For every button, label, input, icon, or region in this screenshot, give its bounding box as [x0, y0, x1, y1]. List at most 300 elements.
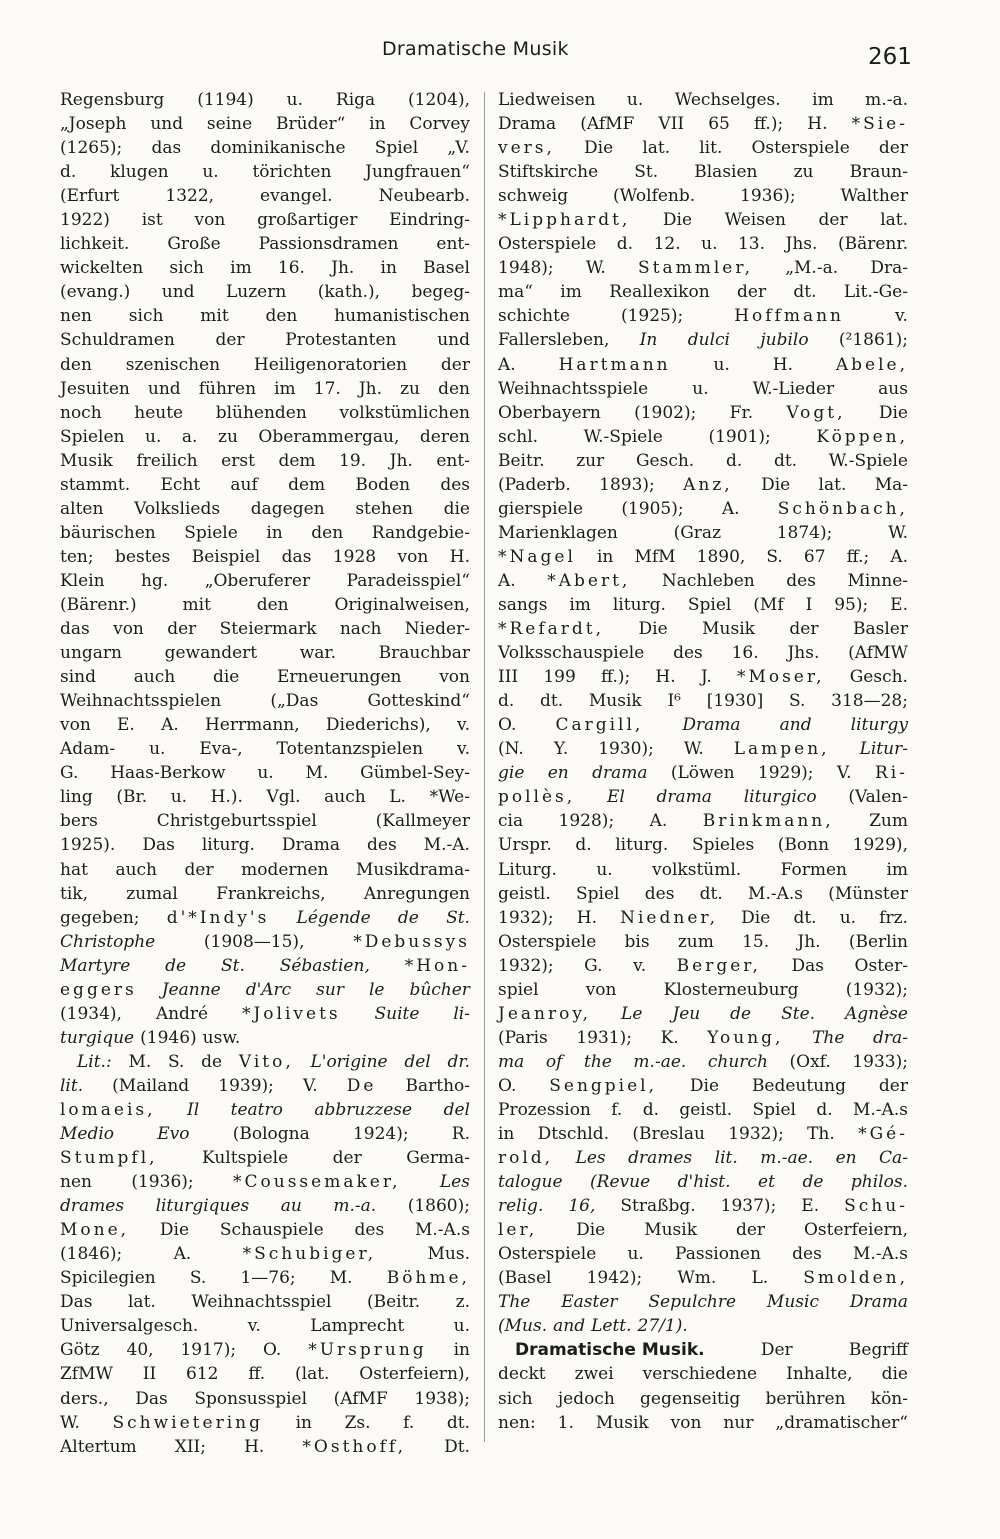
word: pollès, [498, 787, 576, 808]
word: A. [161, 715, 179, 736]
word: begeg- [411, 282, 470, 303]
word: die [212, 667, 240, 688]
word: II [142, 1364, 157, 1385]
word: Böhme, [386, 1268, 470, 1289]
word: Sepulchre [648, 1292, 737, 1313]
word: (1946) [140, 1027, 197, 1048]
word: noch [60, 402, 102, 423]
word: S. [189, 1268, 207, 1289]
word: Inhalte, [786, 1364, 853, 1385]
word: hg. [141, 570, 169, 591]
word: Die [662, 210, 693, 231]
word: schichte [498, 306, 570, 327]
word: *Schubiger, [242, 1244, 377, 1265]
word: Lamprecht [310, 1316, 405, 1337]
left-text-line [60, 1266, 470, 1290]
word: Die [689, 1075, 720, 1096]
word: Reallexikon [609, 282, 710, 303]
word: den [265, 306, 298, 327]
right-text-line [498, 593, 908, 617]
word: (Münster [828, 883, 908, 904]
word: im [560, 282, 582, 303]
word: d'Arc [245, 979, 292, 1000]
right-text-line [498, 1002, 908, 1026]
word: törichten [252, 162, 332, 183]
word: des [354, 1220, 385, 1241]
word: der [184, 859, 214, 880]
column-divider [484, 92, 485, 1442]
word: abbruzzese [314, 1099, 413, 1120]
right-text-line [498, 1411, 908, 1435]
word: Adam- [60, 739, 116, 760]
word: m.-ae. [760, 1148, 814, 1169]
word: 199 [543, 667, 576, 688]
word: H. [244, 1436, 265, 1457]
word: 1930); [598, 739, 654, 760]
word: „V. [447, 138, 470, 159]
word: Music [766, 1292, 819, 1313]
word: El [606, 787, 625, 808]
word: in [596, 546, 614, 567]
word: v. [456, 715, 470, 736]
word: humanistischen [334, 306, 470, 327]
word: Jh. [389, 450, 413, 471]
word: Y. [553, 739, 569, 760]
word: M. [128, 1051, 152, 1072]
left-column [60, 88, 470, 1459]
word: Bedeutung [751, 1075, 846, 1096]
word: im [274, 378, 296, 399]
word: nen: [498, 1412, 536, 1433]
word: (1932); [845, 979, 908, 1000]
word: Musik [588, 691, 642, 712]
word: 1932); [728, 1124, 784, 1145]
word: Boden [355, 474, 411, 495]
word: lat. [642, 138, 671, 159]
word: Begriff [848, 1340, 908, 1361]
word: Schauspiele [219, 1220, 324, 1241]
word: sich [498, 1388, 533, 1409]
word: li- [453, 1003, 470, 1024]
right-text-line [498, 954, 908, 978]
right-text-line [498, 809, 908, 833]
word: den [256, 594, 289, 615]
left-text-line [60, 184, 470, 208]
word: drames [628, 1148, 693, 1169]
left-text-line [60, 521, 470, 545]
word: „Oberuferer [204, 570, 311, 591]
left-text-line [60, 1050, 470, 1074]
word: d. [498, 691, 515, 712]
word: *Coussemaker, [233, 1172, 401, 1193]
word: d. [575, 835, 592, 856]
word: L. [751, 1268, 769, 1289]
left-text-line [60, 1074, 470, 1098]
word: 1948); [498, 258, 554, 279]
word: E. [117, 715, 135, 736]
word: Agnèse [845, 1003, 908, 1024]
word: liturg. [615, 835, 669, 856]
word: W.-Spiele [583, 426, 663, 447]
word: 1937); [720, 1196, 777, 1217]
word: die [881, 1364, 908, 1385]
word: (Basel [498, 1268, 552, 1289]
word: VII [658, 114, 685, 135]
word: Cargill, [555, 715, 644, 736]
word: Lit.-Ge- [843, 282, 908, 303]
page-header [0, 38, 1000, 78]
word: ff.; [846, 546, 870, 567]
word: gierspiele [498, 498, 584, 519]
word: Frankreichs, [216, 883, 326, 904]
word: Schönbach, [777, 498, 908, 519]
word: cia [498, 811, 524, 832]
word: Blasien [694, 162, 758, 183]
word: Ca- [879, 1148, 908, 1169]
word: d. [616, 234, 634, 255]
left-text-line [60, 641, 470, 665]
right-text-line [498, 1194, 908, 1218]
right-text-line [498, 184, 908, 208]
word: (Kallmeyer [375, 811, 470, 832]
word: Musik [644, 1220, 698, 1241]
left-text-line [60, 1170, 470, 1194]
word: (²1861); [838, 330, 908, 351]
word: liturgico [743, 787, 817, 808]
word: 1322, [165, 186, 215, 207]
word: v. [633, 955, 647, 976]
word: Germa- [406, 1148, 470, 1169]
word: Osterspiele [751, 138, 850, 159]
word: sich [169, 258, 204, 279]
word: XII; [174, 1436, 206, 1457]
word: Spicilegien [60, 1268, 156, 1289]
left-text-line [60, 280, 470, 304]
word: des [440, 474, 470, 495]
word: St. [634, 162, 659, 183]
word: St. [220, 955, 245, 976]
word: drama [656, 787, 712, 808]
word: a. [181, 426, 198, 447]
word: 1936); [740, 186, 796, 207]
word: Oster- [854, 955, 908, 976]
word: *Lipphardt, [498, 210, 631, 231]
right-text-line [498, 617, 908, 641]
word: (AfMF [580, 114, 635, 135]
word: u. [713, 354, 730, 375]
left-text-line [60, 569, 470, 593]
right-text-line [498, 1074, 908, 1098]
word: (1925); [620, 306, 684, 327]
word: der [215, 330, 245, 351]
word: das [151, 138, 182, 159]
word: usw. [202, 1027, 241, 1048]
word: (Oxf. [789, 1051, 831, 1072]
word: Osterspiele [498, 1244, 597, 1265]
word: Jeu [672, 1003, 701, 1024]
word: und [161, 282, 195, 303]
word: G. [60, 763, 79, 784]
word: 1928); [558, 811, 615, 832]
word: z. [455, 1292, 470, 1313]
word: Die [576, 1220, 606, 1241]
word: zu [217, 426, 238, 447]
word: Das [60, 1292, 93, 1313]
word: f. [403, 1412, 415, 1433]
right-text-line [498, 1387, 908, 1411]
word: G. [584, 955, 603, 976]
word: 1942); [586, 1268, 643, 1289]
word: großartiger [257, 210, 358, 231]
word: Wechselges. [674, 90, 781, 110]
word: Basel [423, 258, 470, 279]
word: Young, [707, 1027, 784, 1048]
word: zur [576, 450, 605, 471]
word: R. [451, 1124, 470, 1145]
word: (Revue [590, 1172, 651, 1193]
word: Sponsusspiel [194, 1388, 308, 1409]
left-text-line [60, 1387, 470, 1411]
word: ZfMW [60, 1364, 113, 1385]
word: J. [700, 667, 712, 688]
word: Formen [780, 859, 847, 880]
word: ma“ [498, 282, 533, 303]
left-text-line [60, 425, 470, 449]
word: dt. [540, 691, 564, 712]
word: schl. [498, 426, 539, 447]
word: Spiel [687, 594, 732, 615]
word: Drama [281, 835, 341, 856]
word: Die [584, 138, 614, 159]
word: *Refardt, [498, 619, 605, 640]
right-text-line [498, 569, 908, 593]
word: (Paderb. [498, 474, 571, 495]
word: evangel. [260, 186, 333, 207]
word: ent- [436, 234, 470, 255]
word: d. [642, 1099, 659, 1120]
word: u. [626, 90, 644, 110]
word: Erneuerungen [277, 667, 402, 688]
word: szenischen [125, 354, 221, 375]
word: M.-A.s [853, 1244, 908, 1265]
word: Das [135, 1388, 168, 1409]
word: (1902); [634, 402, 697, 423]
word: and [553, 1316, 586, 1337]
word: Jhs. [787, 643, 820, 664]
right-text-line [498, 833, 908, 857]
word: Ma- [874, 474, 908, 495]
word: Diederichs), [325, 715, 431, 736]
word: 1929); [757, 763, 814, 784]
word: v. [894, 306, 908, 327]
left-text-line [60, 737, 470, 761]
word: M. [305, 763, 329, 784]
word: sangs [498, 594, 548, 615]
word: u. [596, 859, 613, 880]
word: O. [262, 1340, 282, 1361]
left-text-line [60, 1362, 470, 1386]
word: del [443, 1099, 470, 1120]
right-text-line [498, 208, 908, 232]
word: Passionen [675, 1244, 761, 1265]
word: (Graz [673, 522, 722, 543]
word: M.-A.s [415, 1220, 470, 1241]
word: de [730, 1003, 752, 1024]
word: gewandert [164, 643, 258, 664]
word: nach [339, 619, 382, 640]
word: de [201, 1051, 223, 1072]
right-text-line [498, 1050, 908, 1074]
word: Nieder- [404, 619, 470, 640]
word: André [155, 1003, 209, 1024]
word: Niedner, [620, 907, 719, 928]
word: bäurischen [60, 522, 156, 543]
word: (Bärenr.) [60, 594, 137, 615]
word: A. [721, 498, 740, 519]
word: spiel [498, 979, 539, 1000]
word: gie [498, 763, 525, 784]
word: den [438, 378, 470, 399]
word: Th. [807, 1124, 835, 1145]
word: liturg. [201, 835, 255, 856]
word: 40, [126, 1340, 154, 1361]
word: auch [324, 787, 366, 808]
left-text-line [60, 304, 470, 328]
word: Stiftskirche [498, 162, 599, 183]
word: Christophe [60, 931, 156, 952]
word: 16. [731, 643, 759, 664]
word: u. [149, 739, 166, 760]
word: Volksschauspiele [498, 643, 645, 664]
word: des [673, 643, 703, 664]
word: 1925). [60, 835, 116, 856]
right-text-line [498, 136, 908, 160]
word: en [547, 763, 569, 784]
word: *Osthoff, [302, 1436, 406, 1457]
word: modernen [241, 859, 329, 880]
word: philos. [850, 1172, 908, 1193]
word: vers, [498, 138, 555, 159]
word: dt. [793, 282, 817, 303]
word: tik, [60, 883, 88, 904]
right-text-line [498, 930, 908, 954]
word: d'*Indy's [166, 907, 270, 928]
left-text-line [60, 761, 470, 785]
word: deckt [498, 1364, 546, 1385]
word: Drama [498, 114, 557, 135]
word: Berger, [676, 955, 761, 976]
word: gegeben; [60, 907, 140, 928]
word: Luzern [225, 282, 287, 303]
word: dra- [873, 1027, 908, 1048]
word: Klein [60, 570, 105, 591]
right-text-line [498, 737, 908, 761]
word: lomaeis, [60, 1099, 156, 1120]
word: die [443, 498, 470, 519]
page-number: 261 [868, 44, 912, 70]
word: Anz, [683, 474, 733, 495]
word: der [167, 619, 197, 640]
word: Herrmann, [204, 715, 300, 736]
word: zwei [574, 1364, 614, 1385]
word: berühren [765, 1388, 846, 1409]
word: zum [677, 931, 714, 952]
word: 13. [737, 234, 766, 255]
word: Die [741, 907, 771, 928]
word: Altertum [60, 1436, 137, 1457]
word: Originalweisen, [334, 594, 470, 615]
left-text-line [60, 1338, 470, 1362]
word: Haas-Berkow [110, 763, 226, 784]
word: au [280, 1196, 302, 1217]
left-text-line [60, 785, 470, 809]
word: schweig [498, 186, 569, 207]
word: K. [660, 1027, 679, 1048]
word: Die [159, 1220, 190, 1241]
right-text-line [498, 377, 908, 401]
word: St. [446, 907, 470, 928]
word: Stammler, [637, 258, 753, 279]
word: der [737, 282, 767, 303]
word: Osterfeiern, [803, 1220, 908, 1241]
word: 95); [834, 594, 869, 615]
right-text-line [498, 1242, 908, 1266]
word: hat [60, 859, 88, 880]
right-text-line [498, 112, 908, 136]
word: 16, [568, 1196, 596, 1217]
word: Basler [852, 619, 908, 640]
word: V. [302, 1075, 318, 1096]
word: alten [60, 498, 104, 519]
word: führen [198, 378, 257, 399]
left-text-line [60, 978, 470, 1002]
word: in [369, 114, 386, 135]
word: (Bologna [232, 1124, 310, 1145]
word: v. [456, 739, 470, 760]
word: 1874); [776, 522, 833, 543]
right-text-line [498, 713, 908, 737]
word: nen [60, 306, 92, 327]
word: III [498, 667, 519, 688]
word: Ri- [874, 763, 908, 784]
word: u. [170, 787, 188, 808]
word: of [545, 1051, 563, 1072]
left-text-line [60, 593, 470, 617]
word: 1922) [60, 210, 110, 231]
word: 1. [557, 1412, 574, 1433]
word: Lett. [591, 1316, 632, 1337]
word: dr. [447, 1051, 470, 1072]
word: im [230, 258, 252, 279]
word: S. [788, 691, 806, 712]
word: d. [816, 1099, 833, 1120]
right-text-line [498, 1338, 908, 1362]
word: rold, [498, 1148, 554, 1169]
word: nur [723, 1412, 754, 1433]
word: talogue [498, 1172, 563, 1193]
word: 17. [313, 378, 341, 399]
right-text-line [498, 256, 908, 280]
word: H.). [210, 787, 243, 808]
word: Gesch. [849, 667, 908, 688]
left-text-line [60, 1218, 470, 1242]
word: Die [878, 402, 908, 423]
left-text-line [60, 449, 470, 473]
word: Das [142, 835, 175, 856]
right-text-line [498, 1170, 908, 1194]
word: Schu- [844, 1196, 908, 1217]
right-text-line [498, 449, 908, 473]
